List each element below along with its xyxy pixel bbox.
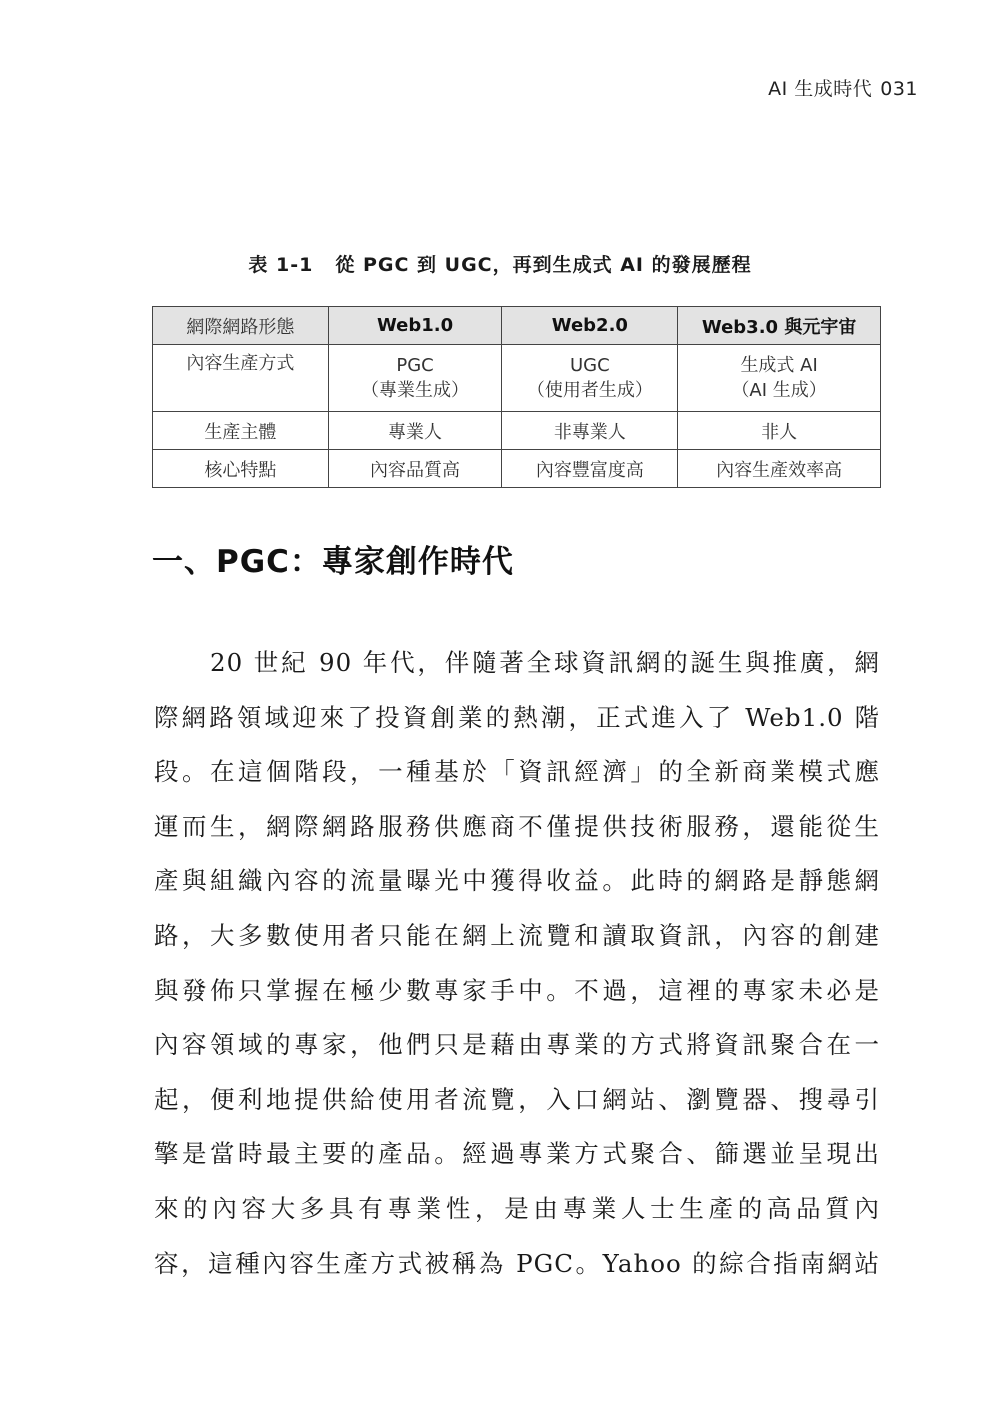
table-row xyxy=(153,345,881,412)
paragraph-line: 內容領域的專家，他們只是藉由專業的方式將資訊聚合在一 xyxy=(154,1030,880,1060)
table-header-row xyxy=(153,307,881,345)
table-cell: 非專業人 xyxy=(502,412,678,450)
paragraph-line: 運而生，網際網路服務供應商不僅提供技術服務，還能從生 xyxy=(154,811,880,841)
table-caption-title: 從 PGC 到 UGC，再到生成式 AI 的發展歷程 xyxy=(335,254,752,276)
column-header: Web3.0 與元宇宙 xyxy=(678,307,881,345)
cell-line: 生成式 AI xyxy=(740,355,818,376)
table-row xyxy=(153,412,881,450)
paragraph-line: 起，便利地提供給使用者流覽，入口網站、瀏覽器、搜尋引 xyxy=(154,1084,880,1114)
cell-line: PGC xyxy=(396,355,434,376)
column-header: 網際網路形態 xyxy=(153,307,329,345)
row-label: 內容生產方式 xyxy=(153,345,329,412)
table-cell xyxy=(678,345,881,412)
body-paragraph xyxy=(154,636,880,1291)
table-row xyxy=(153,450,881,488)
table-cell: 內容豐富度高 xyxy=(502,450,678,488)
table-cell xyxy=(328,345,502,412)
row-label: 生產主體 xyxy=(153,412,329,450)
column-header: Web1.0 xyxy=(328,307,502,345)
comparison-table xyxy=(152,306,881,488)
table-cell: 內容品質高 xyxy=(328,450,502,488)
paragraph-line: 際網路領域迎來了投資創業的熱潮，正式進入了 Web1.0 階 xyxy=(154,702,880,732)
cell-line: UGC xyxy=(569,355,610,376)
table-cell: 非人 xyxy=(678,412,881,450)
table-caption xyxy=(0,250,1000,277)
page-number: 031 xyxy=(880,78,918,100)
table-cell: 專業人 xyxy=(328,412,502,450)
row-label: 核心特點 xyxy=(153,450,329,488)
paragraph-line: 20 世紀 90 年代，伴隨著全球資訊網的誕生與推廣，網 xyxy=(210,648,880,677)
paragraph-line: 擎是當時最主要的產品。經過專業方式聚合、篩選並呈現出 xyxy=(154,1139,880,1169)
column-header: Web2.0 xyxy=(502,307,678,345)
paragraph-line: 路，大多數使用者只能在網上流覽和讀取資訊，內容的創建 xyxy=(154,920,880,950)
running-header xyxy=(768,74,918,101)
paragraph-line: 與發佈只掌握在極少數專家手中。不過，這裡的專家未必是 xyxy=(154,975,880,1005)
cell-line: （專業生成） xyxy=(361,380,470,401)
table-cell xyxy=(502,345,678,412)
paragraph-line: 段。在這個階段，一種基於「資訊經濟」的全新商業模式應 xyxy=(154,757,880,787)
paragraph-line: 來的內容大多具有專業性，是由專業人士生產的高品質內 xyxy=(154,1193,880,1223)
section-heading: 一、PGC：專家創作時代 xyxy=(152,544,514,580)
table-cell: 內容生產效率高 xyxy=(678,450,881,488)
paragraph-line: 產與組織內容的流量曝光中獲得收益。此時的網路是靜態網 xyxy=(154,866,880,896)
cell-line: （使用者生成） xyxy=(526,380,653,401)
book-title: AI 生成時代 xyxy=(768,78,873,100)
paragraph-line: 容，這種內容生產方式被稱為 PGC。Yahoo 的綜合指南網站 xyxy=(154,1248,880,1278)
table-caption-label: 表 1-1 xyxy=(248,254,314,276)
cell-line: （AI 生成） xyxy=(731,380,827,401)
